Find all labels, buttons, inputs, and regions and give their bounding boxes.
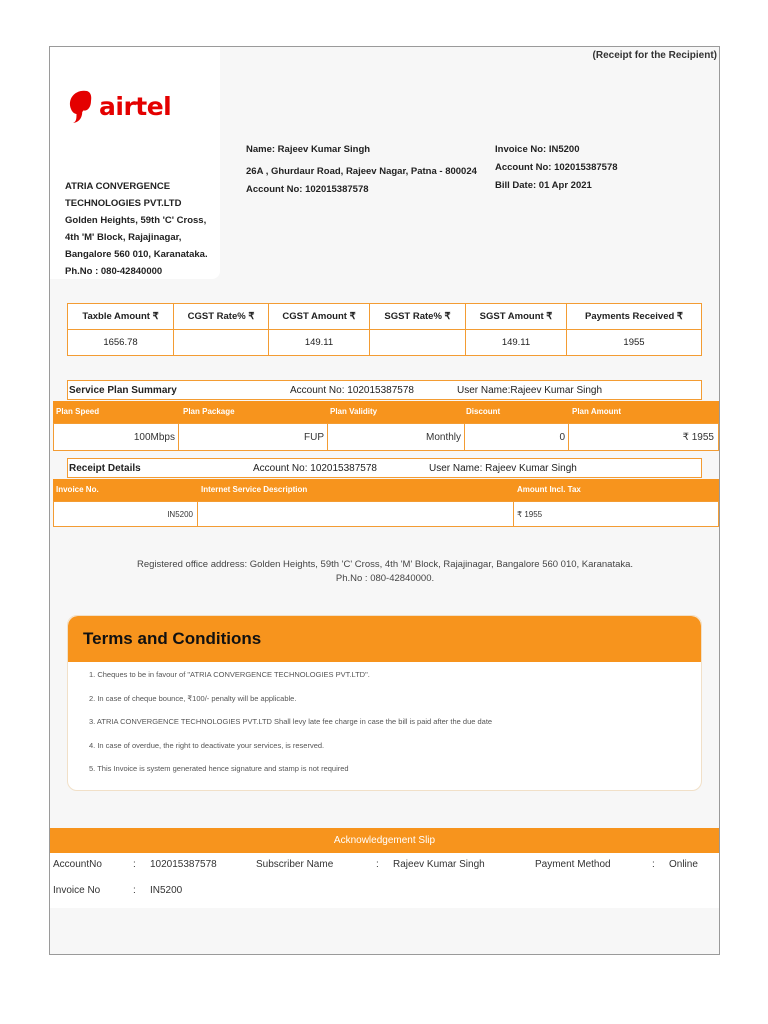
airtel-swirl-icon	[65, 87, 97, 125]
receipt-amount: ₹ 1955	[517, 510, 543, 519]
ack-payment-value: Online	[669, 859, 698, 870]
col-sgst-rate: SGST Rate% ₹	[370, 304, 466, 330]
table-row	[53, 423, 719, 451]
invoice-account: Account No: 102015387578	[495, 162, 618, 173]
invoice-page	[49, 46, 720, 955]
invoice-details	[495, 141, 618, 195]
plan-validity: Monthly	[425, 432, 461, 443]
company-panel	[50, 47, 220, 279]
service-plan-columns: Plan Speed Plan Package Plan Validity Discount Plan Amount	[53, 401, 719, 423]
list-item: 1. Cheques to be in favour of "ATRIA CONVERGENCE TECHNOLOGIES PVT.LTD".	[89, 670, 370, 679]
plan-speed: 100Mbps	[133, 432, 175, 443]
list-item: 5. This Invoice is system generated hence signature and stamp is not required	[89, 764, 349, 773]
table-header-row	[68, 304, 702, 330]
customer-details	[246, 141, 477, 199]
acknowledgement-title: Acknowledgement Slip	[50, 828, 719, 853]
customer-address: 26A , Ghurdaur Road, Rajeev Nagar, Patna - 800024	[246, 166, 477, 177]
company-address: ATRIA CONVERGENCE TECHNOLOGIES PVT.LTD Golden Heights, 59th 'C' Cross, 4th 'M' Block, Rajajinagar, Bangalore 560 010, Karanataka. Ph.No : 080-42840000	[65, 181, 208, 277]
terms-list	[68, 662, 701, 787]
table-row: 1656.78 149.11 149.11 1955	[68, 330, 702, 356]
list-item: 3. ATRIA CONVERGENCE TECHNOLOGIES PVT.LTD Shall levy late fee charge in case the bill is paid after the due date	[89, 717, 493, 726]
col-cgst-rate: CGST Rate% ₹	[174, 304, 269, 330]
brand-name: airtel	[99, 91, 172, 121]
receipt-columns: Invoice No. Internet Service Description Amount Incl. Tax	[53, 479, 719, 501]
plan-amount: ₹ 1955	[682, 432, 714, 443]
col-cgst-amount: CGST Amount ₹	[269, 304, 370, 330]
bill-date: Bill Date: 01 Apr 2021	[495, 180, 592, 191]
customer-account: Account No: 102015387578	[246, 184, 369, 195]
airtel-logo	[65, 87, 171, 125]
col-taxable-amount: Taxble Amount ₹	[68, 304, 174, 330]
receipt-details-header	[67, 458, 702, 478]
ack-subscriber-label: Subscriber Name	[256, 859, 334, 870]
col-sgst-amount: SGST Amount ₹	[466, 304, 567, 330]
ack-invoice-value: IN5200	[150, 885, 183, 896]
customer-name: Name: Rajeev Kumar Singh	[246, 144, 371, 155]
receipt-tag: (Receipt for the Recipient)	[592, 50, 717, 61]
ack-subscriber-value: Rajeev Kumar Singh	[393, 859, 485, 870]
invoice-number: Invoice No: IN5200	[495, 144, 580, 155]
ack-account-value: 102015387578	[150, 859, 217, 870]
service-plan-title: Service Plan Summary	[69, 385, 177, 396]
receipt-account: Account No: 102015387578	[253, 463, 377, 474]
service-plan-header	[67, 380, 702, 400]
table-row	[53, 501, 719, 527]
terms-panel	[67, 615, 702, 791]
terms-title: Terms and Conditions	[68, 616, 701, 662]
tax-summary-table	[67, 303, 702, 356]
registered-office: Registered office address: Golden Heights, 59th 'C' Cross, 4th 'M' Block, Rajajinagar, Bangalore 560 010, Karanataka. Ph.No : 080-42840000.	[136, 559, 634, 584]
list-item: 2. In case of cheque bounce, ₹100/- penalty will be applicable.	[89, 693, 297, 703]
plan-discount: 0	[559, 432, 565, 443]
ack-account-label: AccountNo	[53, 859, 102, 870]
plan-package: FUP	[304, 432, 324, 443]
receipt-invoice-no: IN5200	[167, 510, 193, 519]
acknowledgement-slip: AccountNo : 102015387578 Subscriber Name : Rajeev Kumar Singh Payment Method : Online Invoice No : IN5200	[50, 853, 719, 908]
receipt-details-title: Receipt Details	[69, 463, 141, 474]
ack-invoice-label: Invoice No	[53, 885, 101, 896]
list-item: 4. In case of overdue, the right to deactivate your services, is reserved.	[89, 740, 325, 750]
service-plan-account: Account No: 102015387578	[290, 385, 414, 396]
service-plan-user: User Name:Rajeev Kumar Singh	[457, 385, 603, 396]
col-payments-received: Payments Received ₹	[567, 304, 702, 330]
ack-payment-label: Payment Method	[535, 859, 611, 870]
receipt-user: User Name: Rajeev Kumar Singh	[429, 463, 577, 474]
